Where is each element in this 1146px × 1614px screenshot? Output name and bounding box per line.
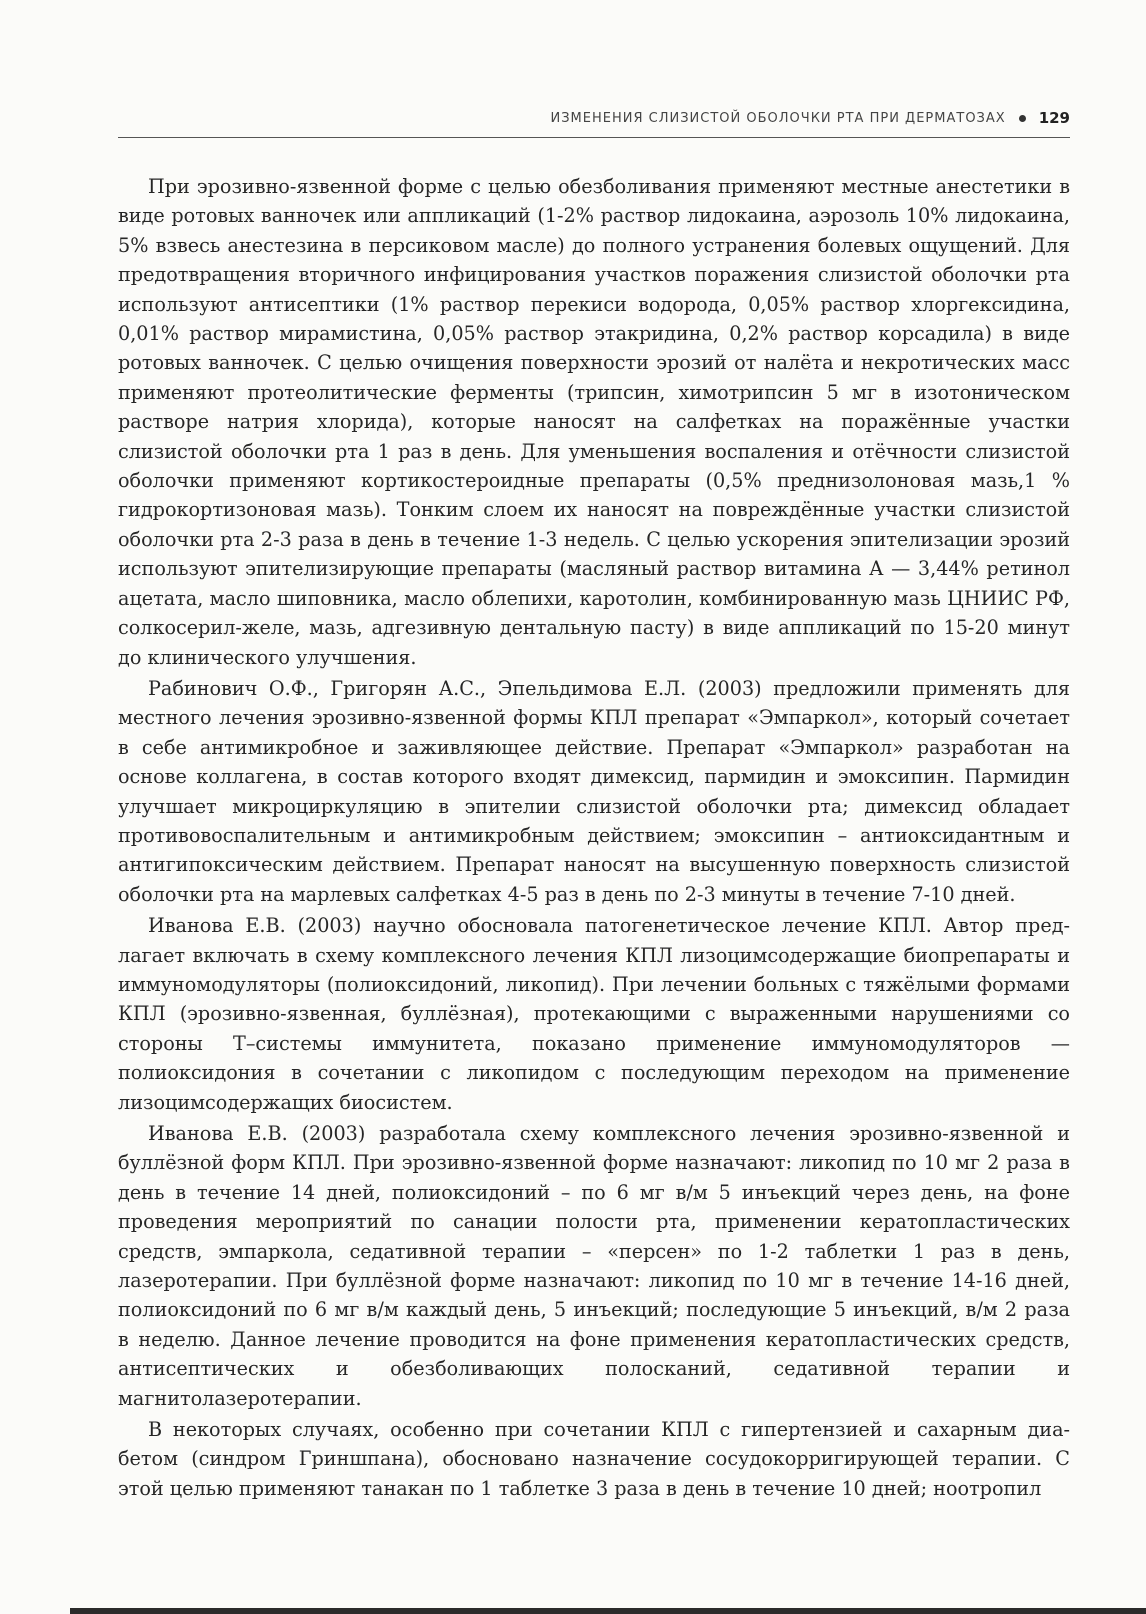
running-header [118,104,1070,132]
running-title: ИЗМЕНЕНИЯ СЛИЗИСТОЙ ОБОЛОЧКИ РТА ПРИ ДЕРМАТОЗАХ [550,110,1006,126]
paragraph-vascular-therapy: В некоторых случаях, особенно при сочетании КПЛ с гипертензией и сахарным диабетом (синдром Гриншпана), обосновано назначение сосудокорригирующей терапии. С этой целью применяют танакан по 1 таблетке 3 раза в день в течение 10 дней; ноотропил [118,1418,1070,1500]
page-number: 129 [1038,109,1070,127]
paragraph-treatment-scheme: Иванова Е.В. (2003) разработала схему комплексного лечения эрозивно-язвенной и буллёзной форм КПЛ. При эрозивно-язвенной форме назначают: ликопид по 10 мг 2 раза в день в течение 14 дней, полиоксидоний – по 6 мг в/м 5 инъекций через день, на фоне проведения мероприятий по санации полости рта, применении кератопластических средств, эмпаркола, седативной терапии – «персен» по 1-2 таблетки 1 раз в день, лазеротерапии. При буллёзной форме назначают: ликопид по 10 мг в течение 14-16 дней, полиоксидоний по 6 мг в/м каждый день, 5 инъекций; последующие 5 инъекций, в/м 2 раза в неделю. Данное лечение проводится на фоне применения кератопластических средств, антисептических и обезболивающих полосканий, седативной терапии и магнитолазеротерапии. [118,1122,1070,1410]
bullet-separator-icon [1019,115,1026,122]
body-text [118,172,1070,1505]
paragraph-emparkol: Рабинович О.Ф., Григорян А.С., Эпельдимова Е.Л. (2003) предложили применять для местного лечения эрозивно-язвенной формы КПЛ препарат «Эмпаркол», который сочетает в себе антимикробное и заживляющее действие. Препарат «Эмпаркол» разработан на основе коллагена, в состав которого входят димексид, пармидин и эмоксипин. Пармидин улучшает микроциркуляцию в эпителии слизистой оболочки рта; димексид обладает противовоспалительным и антимикробным действием; эмоксипин – антиоксидантным и антигипоксическим действием. Препарат наносят на высушенную поверхность слизистой оболочки рта на марлевых салфетках 4-5 раз в день по 2-3 минуты в течение 7-10 дней. [118,676,1070,906]
page-bottom-edge [70,1608,1146,1614]
paragraph-local-therapy: При эрозивно-язвенной форме с целью обезболивания применяют местные анестетики в виде ротовых ванночек или аппликаций (1-2% раствор лидокаина, аэрозоль 10% лидокаина, 5% взвесь анестезина в персиковом масле) до полного устранения болевых ощущений. Для предотвращения вторичного инфицирования участков поражения слизистой оболочки рта используют антисептики (1% раствор перекиси водорода, 0,05% раствор хлоргексидина, 0,01% раствор мирамистина, 0,05% раствор этакридина, 0,2% раствор корсадила) в виде ротовых ванночек. С целью очищения поверхности эрозий от налёта и некротических масс применяют протеолитические ферменты (трипсин, химотрипсин 5 мг в изотоническом растворе натрия хлорида), которые наносят на салфетках на поражённые участки слизистой оболочки рта 1 раз в день. Для уменьшения воспаления и отёчности слизистой оболочки применяют кортикостероидные препараты (0,5% преднизолоновая мазь,1 % гидрокортизоновая мазь). Тонким слоем их наносят на повреждённые участки слизистой оболочки рта 2-3 раза в день в течение 1-3 недель. С целью ускорения эпителизации эрозий используют эпителизирующие препараты (масляный раствор витамина А — 3,44% ретинол ацетата, масло шиповника, масло облепихи, каротолин, комбинированную мазь ЦНИИС РФ, солкосерил-желе, мазь, адгезивную дентальную пасту) в виде аппликаций по 15-20 минут до клинического улучшения. [118,175,1070,669]
paragraph-pathogenetic-treatment: Иванова Е.В. (2003) научно обосновала патогенетическое лечение КПЛ. Автор предлагает включать в схему комплексного лечения КПЛ лизоцимсодержащие биопрепараты и иммуномодуляторы (полиоксидоний, ликопид). При лечении больных с тяжёлыми формами КПЛ (эрозивно-язвенная, буллёзная), протекающими с выраженными нарушениями со стороны Т–системы иммунитета, показано применение иммуномодуляторов — полиоксидония в сочетании с ликопидом с последующим переходом на применение лизоцимсодержащих биосистем. [118,914,1070,1114]
header-divider [118,137,1070,138]
